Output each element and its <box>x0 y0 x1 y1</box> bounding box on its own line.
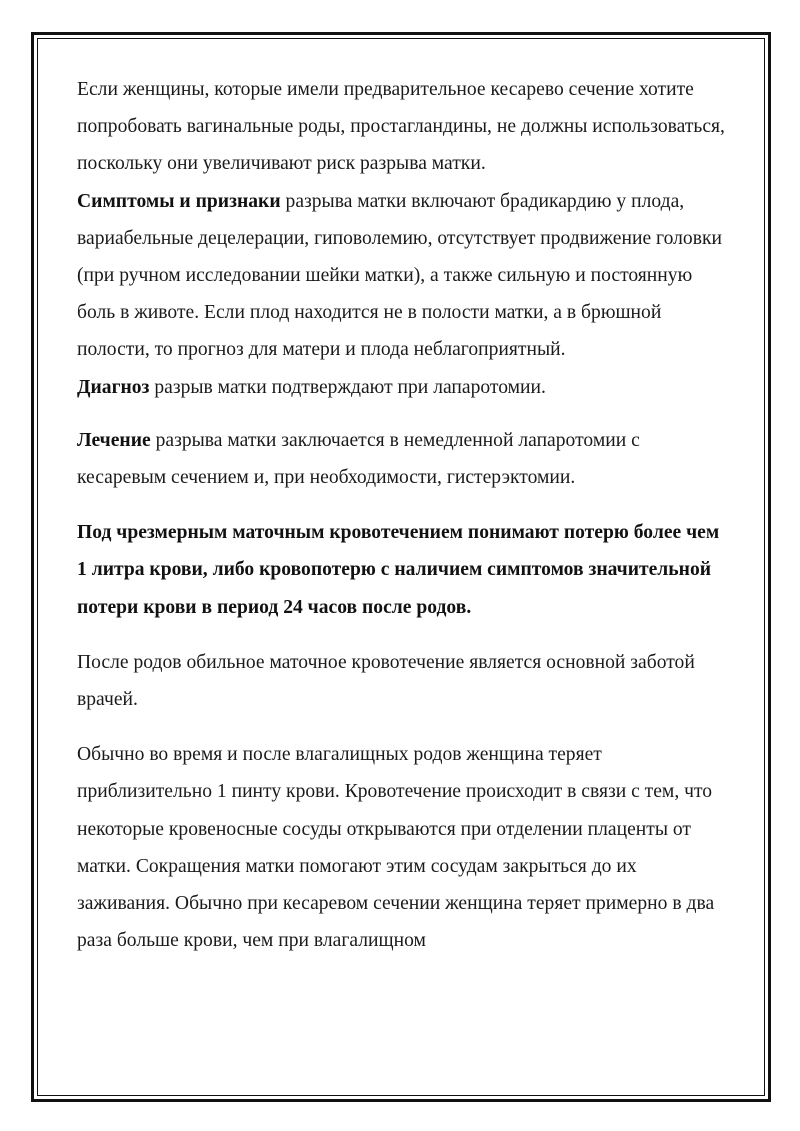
paragraph-postpartum-bleeding: После родов обильное маточное кровотечение является основной заботой врачей. <box>77 651 695 711</box>
symptoms-text: разрыва матки включают брадикардию у плода, вариабельные децелерации, гиповолемию, отсутствует продвижение головки (при ручном исследовании шейки матки), а также сильную и постоянную боль в животе. Если плод находится не в полости матки, а в брюшной полости, то прогноз для матери и плода неблагоприятный. <box>77 190 722 361</box>
document-body <box>77 71 727 959</box>
paragraph-blood-loss: Обычно во время и после влагалищных родов женщина теряет приблизительно 1 пинту крови. Кровотечение происходит в связи с тем, что некоторые кровеносные сосуды открываются при отделении плаценты от матки. Сокращения матки помогают этим сосудам закрыться до их заживания. Обычно при кесаревом сечении женщина теряет примерно в два раза больше крови, чем при влагалищном <box>77 744 715 952</box>
treatment-text: разрыва матки заключается в немедленной лапаротомии с кесаревым сечением и, при необходимости, гистерэктомии. <box>77 429 640 489</box>
treatment-heading: Лечение <box>77 429 151 451</box>
paragraph-hemorrhage-definition: Под чрезмерным маточным кровотечением понимают потерю более чем 1 литра крови, либо кровопотерю с наличием симптомов значительной потери крови в период 24 часов после родов. <box>77 522 720 618</box>
symptoms-heading: Симптомы и признаки <box>77 190 281 212</box>
diagnosis-heading: Диагноз <box>77 376 150 398</box>
paragraph-vbac: Если женщины, которые имели предварительное кесарево сечение хотите попробовать вагинальные роды, простагландины, не должны использоваться, поскольку они увеличивают риск разрыва матки. <box>77 79 725 175</box>
paragraph-symptoms <box>77 183 727 369</box>
diagnosis-text: разрыв матки подтверждают при лапаротомии. <box>149 376 546 398</box>
paragraph-treatment <box>77 422 727 496</box>
paragraph-diagnosis <box>77 369 727 406</box>
